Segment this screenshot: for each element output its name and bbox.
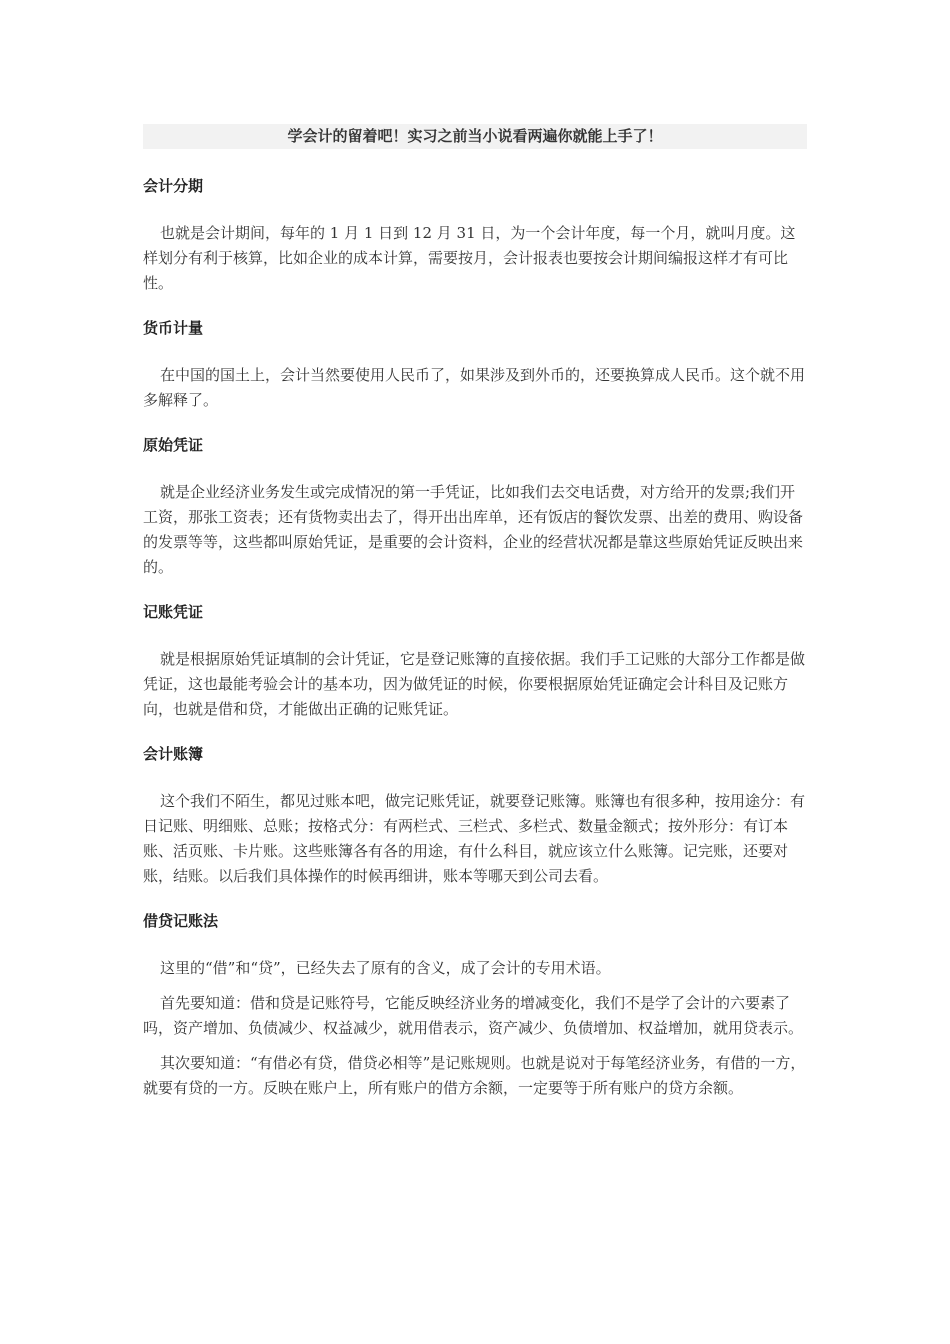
section-paragraph: 首先要知道：借和贷是记账符号，它能反映经济业务的增减变化，我们不是学了会计的六要素了吗，资产增加、负债减少、权益减少，就用借表示，资产减少、负债增加、权益增加，就用贷表示。 [143, 994, 804, 1037]
section-heading: 会计账簿 [143, 745, 204, 763]
section-paragraph: 也就是会计期间，每年的 1 月 1 日到 12 月 31 日，为一个会计年度，每一个月，就叫月度。这样划分有利于核算，比如企业的成本计算，需要按月，会计报表也要按会计期间编报这样才有可比性。 [143, 224, 796, 292]
section-paragraph: 就是根据原始凭证填制的会计凭证，它是登记账簿的直接依据。我们手工记账的大部分工作都是做凭证，这也最能考验会计的基本功，因为做凭证的时候，你要根据原始凭证确定会计科目及记账方向，也就是借和贷，才能做出正确的记账凭证。 [143, 650, 806, 718]
section-monetary-measurement [143, 317, 807, 413]
section-source-documents [143, 434, 807, 580]
document-title: 学会计的留着吧！实习之前当小说看两遍你就能上手了！ [143, 124, 807, 149]
section-debit-credit-method [143, 910, 807, 1101]
section-heading: 记账凭证 [143, 603, 204, 621]
section-bookkeeping-vouchers [143, 601, 807, 722]
section-account-books [143, 743, 807, 889]
section-heading: 原始凭证 [143, 436, 204, 454]
section-heading: 会计分期 [143, 177, 204, 195]
section-accounting-period [143, 175, 807, 296]
section-heading: 货币计量 [143, 319, 204, 337]
section-paragraph: 在中国的国土上，会计当然要使用人民币了，如果涉及到外币的，还要换算成人民币。这个就不用多解释了。 [143, 366, 806, 409]
section-heading: 借贷记账法 [143, 912, 219, 930]
section-paragraph: 这里的“借”和“贷”，已经失去了原有的含义，成了会计的专用术语。 [160, 959, 611, 977]
section-paragraph: 就是企业经济业务发生或完成情况的第一手凭证，比如我们去交电话费，对方给开的发票;我们开工资，那张工资表；还有货物卖出去了，得开出出库单，还有饭店的餐饮发票、出差的费用、购设备的发票等等，这些都叫原始凭证，是重要的会计资料，企业的经营状况都是靠这些原始凭证反映出来的。 [143, 483, 804, 576]
document-page [143, 124, 807, 1122]
section-paragraph: 这个我们不陌生，都见过账本吧，做完记账凭证，就要登记账簿。账簿也有很多种，按用途分：有日记账、明细账、总账；按格式分：有两栏式、三栏式、多栏式、数量金额式；按外形分：有订本账、活页账、卡片账。这些账簿各有各的用途，有什么科目，就应该立什么账簿。记完账，还要对账，结账。以后我们具体操作的时候再细讲，账本等哪天到公司去看。 [143, 792, 806, 885]
section-paragraph: 其次要知道：“有借必有贷，借贷必相等”是记账规则。也就是说对于每笔经济业务，有借的一方，就要有贷的一方。反映在账户上，所有账户的借方余额，一定要等于所有账户的贷方余额。 [143, 1054, 806, 1097]
